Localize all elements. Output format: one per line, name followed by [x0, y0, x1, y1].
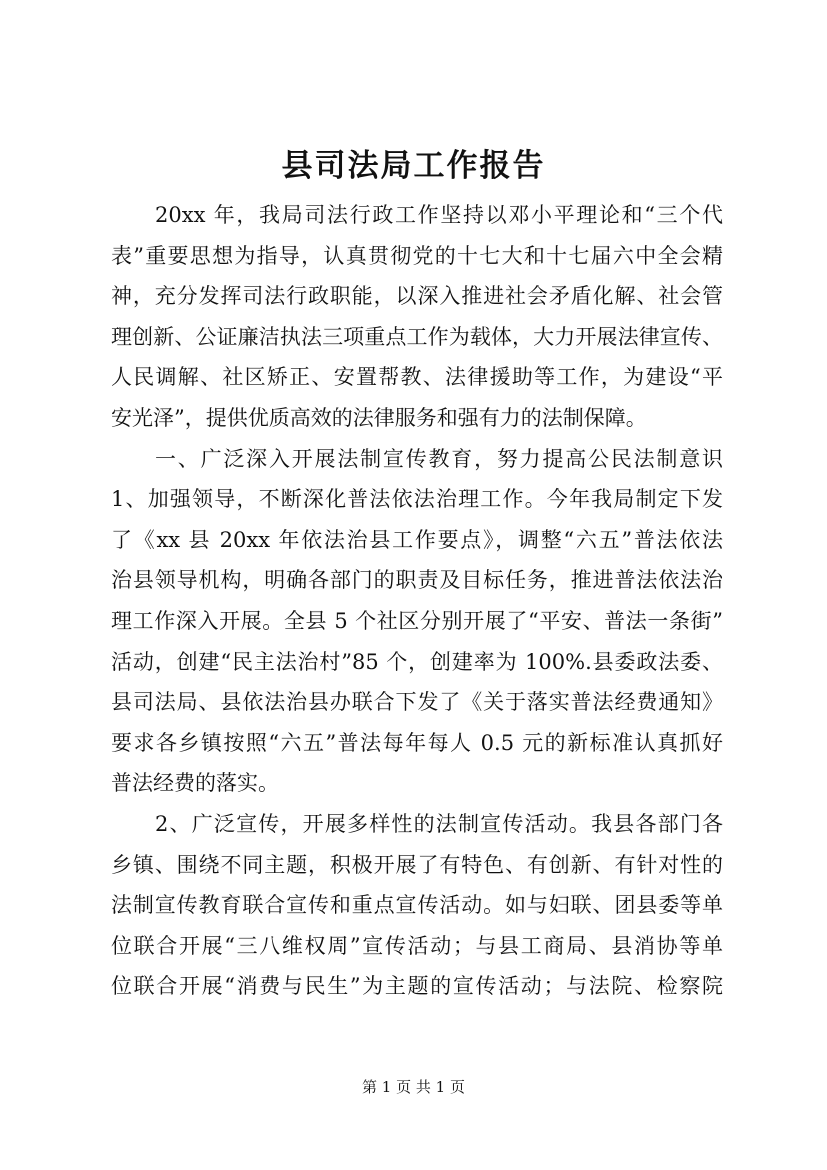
body-line: 要求各乡镇按照“六五”普法每年每人 0.5 元的新标准认真抓好	[111, 730, 723, 755]
page-footer: 第 1 页 共 1 页	[362, 1078, 465, 1096]
body-line: 乡镇、围绕不同主题，积极开展了有特色、有创新、有针对性的	[111, 852, 723, 877]
body-line: 活动，创建“民主法治村”85 个，创建率为 100%.县委政法委、	[111, 649, 723, 674]
body-line: 法制宣传教育联合宣传和重点宣传活动。如与妇联、团县委等单	[111, 893, 723, 918]
body-line: 安光泽”，提供优质高效的法律服务和强有力的法制保障。	[111, 405, 647, 430]
body-line: 2、广泛宣传，开展多样性的法制宣传活动。我县各部门各	[155, 811, 723, 836]
body-line: 县司法局、县依法治县办联合下发了《关于落实普法经费通知》	[111, 690, 723, 715]
document-body	[111, 195, 723, 1007]
document-title: 县司法局工作报告	[281, 148, 546, 184]
body-line: 理工作深入开展。全县 5 个社区分别开展了“平安、普法一条街”	[111, 608, 723, 633]
body-line: 20xx 年，我局司法行政工作坚持以邓小平理论和“三个代	[155, 203, 723, 227]
body-line: 治县领导机构，明确各部门的职责及目标任务，推进普法依法治	[111, 568, 723, 593]
body-line: 人民调解、社区矫正、安置帮教、法律援助等工作，为建设“平	[111, 365, 723, 390]
body-line: 一、广泛深入开展法制宣传教育，努力提高公民法制意识	[155, 446, 723, 471]
body-line: 理创新、公证廉洁执法三项重点工作为载体，大力开展法律宣传、	[111, 324, 723, 349]
body-line: 位联合开展“消费与民生”为主题的宣传活动；与法院、检察院	[111, 974, 723, 999]
body-line: 普法经费的落实。	[111, 771, 279, 796]
body-line: 表”重要思想为指导，认真贯彻党的十七大和十七届六中全会精	[111, 243, 723, 268]
body-line: 了《xx 县 20xx 年依法治县工作要点》，调整“六五”普法依法	[111, 527, 723, 552]
body-line: 位联合开展“三八维权周”宣传活动；与县工商局、县消协等单	[111, 933, 723, 958]
body-line: 神，充分发挥司法行政职能，以深入推进社会矛盾化解、社会管	[111, 284, 723, 309]
body-line: 1、加强领导，不断深化普法依法治理工作。今年我局制定下发	[111, 487, 723, 512]
